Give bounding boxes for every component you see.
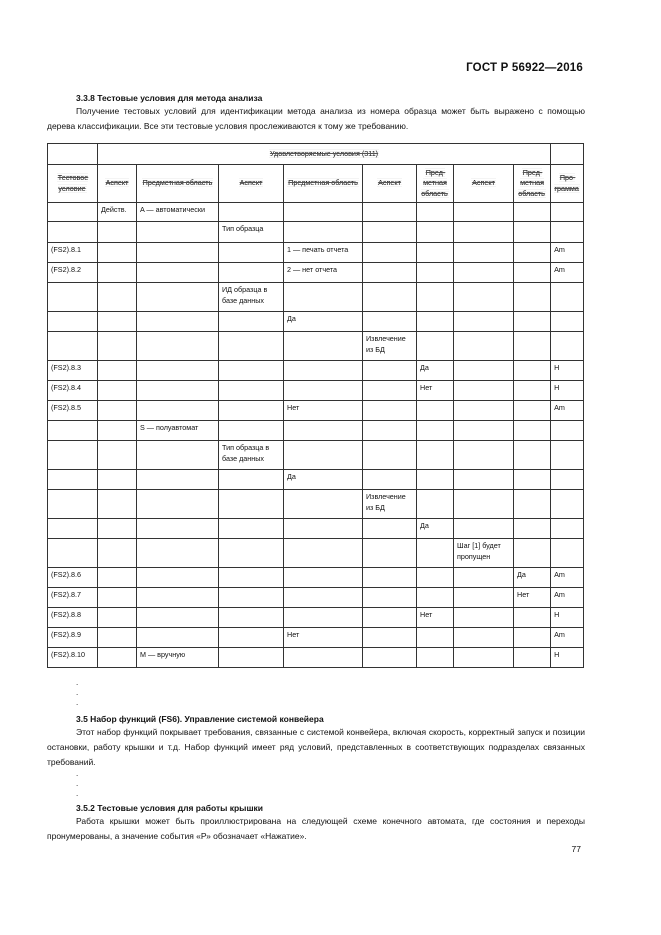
table-cell: [48, 539, 98, 568]
table-cell: (FS2).8.5: [48, 401, 98, 421]
table-cell: [219, 519, 284, 539]
table-cell: [284, 588, 363, 608]
table-cell: [137, 283, 219, 312]
table-cell: [219, 421, 284, 441]
table-cell: Да: [284, 312, 363, 332]
table-cell: [284, 222, 363, 243]
table-cell: [514, 203, 551, 222]
table-row: [48, 648, 584, 668]
table-cell: [551, 222, 584, 243]
document-code: ГОСТ Р 56922—2016: [466, 62, 583, 74]
table-cell: A — автоматически: [137, 203, 219, 222]
table-cell: [284, 608, 363, 628]
table-cell: [98, 312, 137, 332]
table-cell: [98, 361, 137, 381]
table-cell: [219, 539, 284, 568]
table-cell: [137, 243, 219, 263]
table-cell: [454, 519, 514, 539]
table-cell: [219, 312, 284, 332]
table-cell: Нет: [514, 588, 551, 608]
table-cell: [514, 263, 551, 283]
table-cell: [551, 539, 584, 568]
table-cell: [137, 401, 219, 421]
table-cell: [284, 332, 363, 361]
table-cell: [284, 490, 363, 519]
table-corner-cell: [48, 144, 98, 165]
table-cell: (FS2).8.10: [48, 648, 98, 668]
column-header: Аспект: [219, 165, 284, 203]
column-header: Аспект: [363, 165, 417, 203]
table-cell: [454, 263, 514, 283]
table-cell: [514, 361, 551, 381]
table-cell: [417, 283, 454, 312]
table-cell: [514, 628, 551, 648]
table-cell: [48, 421, 98, 441]
table-cell: [48, 283, 98, 312]
table-cell: [284, 203, 363, 222]
page-number: 77: [571, 844, 581, 854]
table-cell: [363, 361, 417, 381]
ellipsis-dots: . . .: [76, 678, 79, 707]
table-cell: Am: [551, 568, 584, 588]
table-cell: [284, 648, 363, 668]
table-cell: [98, 283, 137, 312]
table-cell: [417, 332, 454, 361]
table-cell: [454, 361, 514, 381]
section-paragraph-3-5: Этот набор функций покрывает требования, связанные с системой конвейера, включая скорость, корректный запуск и позиции остановки, работу крышки и т.д. Набор функций имеет ряд условий, представленных в соответствующих подразделах связанных требований.: [47, 727, 585, 767]
table-cell: [363, 608, 417, 628]
table-cell: [137, 588, 219, 608]
table-cell: [551, 312, 584, 332]
table-cell: [137, 490, 219, 519]
table-cell: [219, 628, 284, 648]
table-row: [48, 519, 584, 539]
table-cell: [284, 519, 363, 539]
table-row: [48, 283, 584, 312]
table-row: [48, 441, 584, 470]
table-row: [48, 490, 584, 519]
table-cell: [284, 441, 363, 470]
table-cell: [98, 568, 137, 588]
table-cell: Am: [551, 628, 584, 648]
table-cell: Am: [551, 243, 584, 263]
table-cell: [48, 441, 98, 470]
table-cell: [137, 628, 219, 648]
table-cell: [417, 312, 454, 332]
table-cell: [137, 568, 219, 588]
table-cell: [137, 519, 219, 539]
table-cell: [48, 332, 98, 361]
table-cell: [514, 283, 551, 312]
table-cell: [417, 648, 454, 668]
table-cell: Нет: [284, 401, 363, 421]
table-cell: [363, 381, 417, 401]
table-cell: [284, 361, 363, 381]
table-row: [48, 203, 584, 222]
table-corner-cell: [551, 144, 584, 165]
table-cell: Am: [551, 588, 584, 608]
table-cell: Нет: [284, 628, 363, 648]
column-header: Предметная область: [284, 165, 363, 203]
table-cell: [363, 628, 417, 648]
section-heading-3-3-8: 3.3.8 Тестовые условия для метода анализа: [76, 93, 263, 103]
table-cell: M — вручную: [137, 648, 219, 668]
column-header: Пред-метная область: [514, 165, 551, 203]
table-cell: [363, 401, 417, 421]
table-cell: [284, 381, 363, 401]
table-cell: [137, 222, 219, 243]
table-cell: [363, 470, 417, 490]
table-cell: [219, 203, 284, 222]
table-cell: (FS2).8.9: [48, 628, 98, 648]
column-header: Пред-метная область: [417, 165, 454, 203]
table-cell: [219, 361, 284, 381]
table-cell: [363, 421, 417, 441]
table-cell: [417, 222, 454, 243]
table-cell: [417, 441, 454, 470]
table-cell: [284, 421, 363, 441]
table-cell: [363, 243, 417, 263]
table-cell: [454, 441, 514, 470]
table-cell: Да: [514, 568, 551, 588]
table-cell: (FS2).8.7: [48, 588, 98, 608]
table-cell: (FS2).8.4: [48, 381, 98, 401]
table-cell: [363, 588, 417, 608]
table-cell: 2 — нет отчета: [284, 263, 363, 283]
table-cell: [417, 203, 454, 222]
table-cell: [551, 203, 584, 222]
section-paragraph-3-5-2: Работа крышки может быть проиллюстрирована на следующей схеме конечного автомата, где состояния и переходы пронумерованы, а значение события «Р» обозначает «Нажатие».: [47, 816, 585, 841]
table-row: [48, 222, 584, 243]
table-cell: [363, 441, 417, 470]
test-conditions-table: [47, 143, 584, 668]
table-group-header: Удовлетворяемые условия (311): [98, 144, 551, 165]
table-cell: [514, 332, 551, 361]
table-cell: 1 — печать отчета: [284, 243, 363, 263]
table-cell: [417, 401, 454, 421]
table-cell: [219, 568, 284, 588]
table-cell: [551, 421, 584, 441]
table-cell: [454, 490, 514, 519]
table-cell: [514, 381, 551, 401]
table-cell: [454, 648, 514, 668]
table-cell: [417, 539, 454, 568]
column-header: Аспект: [98, 165, 137, 203]
table-cell: [48, 312, 98, 332]
table-cell: [363, 312, 417, 332]
table-cell: [454, 470, 514, 490]
table-cell: [417, 421, 454, 441]
table-cell: [284, 283, 363, 312]
table-cell: [551, 441, 584, 470]
column-header: Предметная область: [137, 165, 219, 203]
table-cell: [454, 608, 514, 628]
table-cell: [98, 519, 137, 539]
table-cell: [514, 539, 551, 568]
table-cell: Am: [551, 401, 584, 421]
table-cell: [454, 421, 514, 441]
table-cell: [48, 519, 98, 539]
table-cell: [137, 332, 219, 361]
table-cell: Да: [284, 470, 363, 490]
table-cell: H: [551, 381, 584, 401]
table-cell: [219, 490, 284, 519]
table-cell: [98, 263, 137, 283]
table-cell: H: [551, 648, 584, 668]
table-cell: (FS2).8.2: [48, 263, 98, 283]
table-row: [48, 401, 584, 421]
table-cell: [363, 263, 417, 283]
table-cell: [363, 568, 417, 588]
table-cell: (FS2).8.1: [48, 243, 98, 263]
table-cell: [454, 283, 514, 312]
table-cell: [137, 381, 219, 401]
table-cell: [98, 222, 137, 243]
table-cell: [454, 588, 514, 608]
table-cell: [363, 519, 417, 539]
table-cell: Извлечение из БД: [363, 332, 417, 361]
table-cell: [137, 470, 219, 490]
table-cell: [98, 470, 137, 490]
table-cell: [551, 332, 584, 361]
table-row: [48, 263, 584, 283]
table-cell: [219, 243, 284, 263]
table-cell: [137, 361, 219, 381]
table-cell: [514, 470, 551, 490]
table-cell: [98, 628, 137, 648]
column-header: Тестовое условие: [48, 165, 98, 203]
table-cell: [98, 381, 137, 401]
table-cell: [98, 608, 137, 628]
table-cell: Am: [551, 263, 584, 283]
table-row: [48, 312, 584, 332]
table-cell: [514, 648, 551, 668]
table-cell: S — полуавтомат: [137, 421, 219, 441]
table-cell: [454, 312, 514, 332]
table-cell: [551, 470, 584, 490]
column-header: Аспект: [454, 165, 514, 203]
table-row: [48, 588, 584, 608]
table-cell: [514, 243, 551, 263]
table-row: [48, 608, 584, 628]
table-row: [48, 470, 584, 490]
table-cell: [98, 243, 137, 263]
table-row: [48, 628, 584, 648]
table-cell: [514, 490, 551, 519]
section-paragraph-3-3-8: Получение тестовых условий для идентификации метода анализа из номера образца может быть выражено с помощью дерева классификации. Все эти тестовые условия прослеживаются к тому же требованию.: [47, 106, 585, 131]
table-cell: [363, 222, 417, 243]
table-row: [48, 332, 584, 361]
table-cell: Тип образца: [219, 222, 284, 243]
table-cell: [417, 243, 454, 263]
table-cell: [514, 401, 551, 421]
table-cell: [284, 539, 363, 568]
table-cell: [454, 243, 514, 263]
table-cell: [98, 588, 137, 608]
table-cell: [219, 263, 284, 283]
table-cell: [551, 490, 584, 519]
table-cell: (FS2).8.6: [48, 568, 98, 588]
table-cell: H: [551, 608, 584, 628]
table-cell: [137, 441, 219, 470]
table-cell: [514, 421, 551, 441]
table-cell: [454, 332, 514, 361]
table-cell: [417, 490, 454, 519]
table-cell: H: [551, 361, 584, 381]
table-cell: [514, 222, 551, 243]
table-cell: [454, 401, 514, 421]
table-cell: Извлечение из БД: [363, 490, 417, 519]
table-cell: ИД образца в базе данных: [219, 283, 284, 312]
table-cell: [98, 421, 137, 441]
table-cell: [219, 332, 284, 361]
table-cell: Действ.: [98, 203, 137, 222]
table-cell: [417, 470, 454, 490]
table-cell: [219, 588, 284, 608]
table-cell: Тип образца в базе данных: [219, 441, 284, 470]
table-cell: [48, 222, 98, 243]
table-cell: [284, 568, 363, 588]
table-cell: [514, 519, 551, 539]
table-row: [48, 243, 584, 263]
table-cell: [514, 441, 551, 470]
table-cell: [98, 441, 137, 470]
table-cell: [417, 628, 454, 648]
table-cell: [219, 608, 284, 628]
table-cell: [551, 283, 584, 312]
table-cell: [219, 648, 284, 668]
table-cell: [137, 608, 219, 628]
table-cell: Да: [417, 519, 454, 539]
table-cell: [219, 470, 284, 490]
table-cell: Нет: [417, 381, 454, 401]
column-header: Про-грамма: [551, 165, 584, 203]
table-cell: [98, 648, 137, 668]
table-cell: (FS2).8.8: [48, 608, 98, 628]
table-cell: [98, 332, 137, 361]
table-cell: [137, 539, 219, 568]
table-cell: [417, 263, 454, 283]
table-cell: [514, 312, 551, 332]
table-cell: [363, 539, 417, 568]
table-row: [48, 361, 584, 381]
section-heading-3-5-2: 3.5.2 Тестовые условия для работы крышки: [76, 803, 264, 813]
table-cell: [363, 203, 417, 222]
table-cell: [454, 381, 514, 401]
section-heading-3-5: 3.5 Набор функций (FS6). Управление системой конвейера: [76, 714, 324, 724]
table-cell: [514, 608, 551, 628]
table-cell: [219, 381, 284, 401]
table-cell: [48, 470, 98, 490]
table-row: [48, 539, 584, 568]
table-cell: [48, 490, 98, 519]
table-cell: [454, 628, 514, 648]
table-cell: [363, 648, 417, 668]
table-row: [48, 568, 584, 588]
table-cell: [98, 401, 137, 421]
table-row: [48, 381, 584, 401]
table-cell: Да: [417, 361, 454, 381]
table-cell: [363, 283, 417, 312]
table-cell: [98, 539, 137, 568]
table-cell: [137, 263, 219, 283]
table-cell: [454, 568, 514, 588]
ellipsis-dots: . . .: [76, 769, 79, 798]
table-row: [48, 421, 584, 441]
table-cell: [98, 490, 137, 519]
table-cell: [417, 588, 454, 608]
table-cell: [137, 312, 219, 332]
table-cell: Шаг [1] будет пропущен: [454, 539, 514, 568]
table-cell: [417, 568, 454, 588]
table-cell: [219, 401, 284, 421]
table-cell: [454, 222, 514, 243]
table-cell: (FS2).8.3: [48, 361, 98, 381]
table-cell: Нет: [417, 608, 454, 628]
table-cell: [551, 519, 584, 539]
table-cell: [48, 203, 98, 222]
table-cell: [454, 203, 514, 222]
